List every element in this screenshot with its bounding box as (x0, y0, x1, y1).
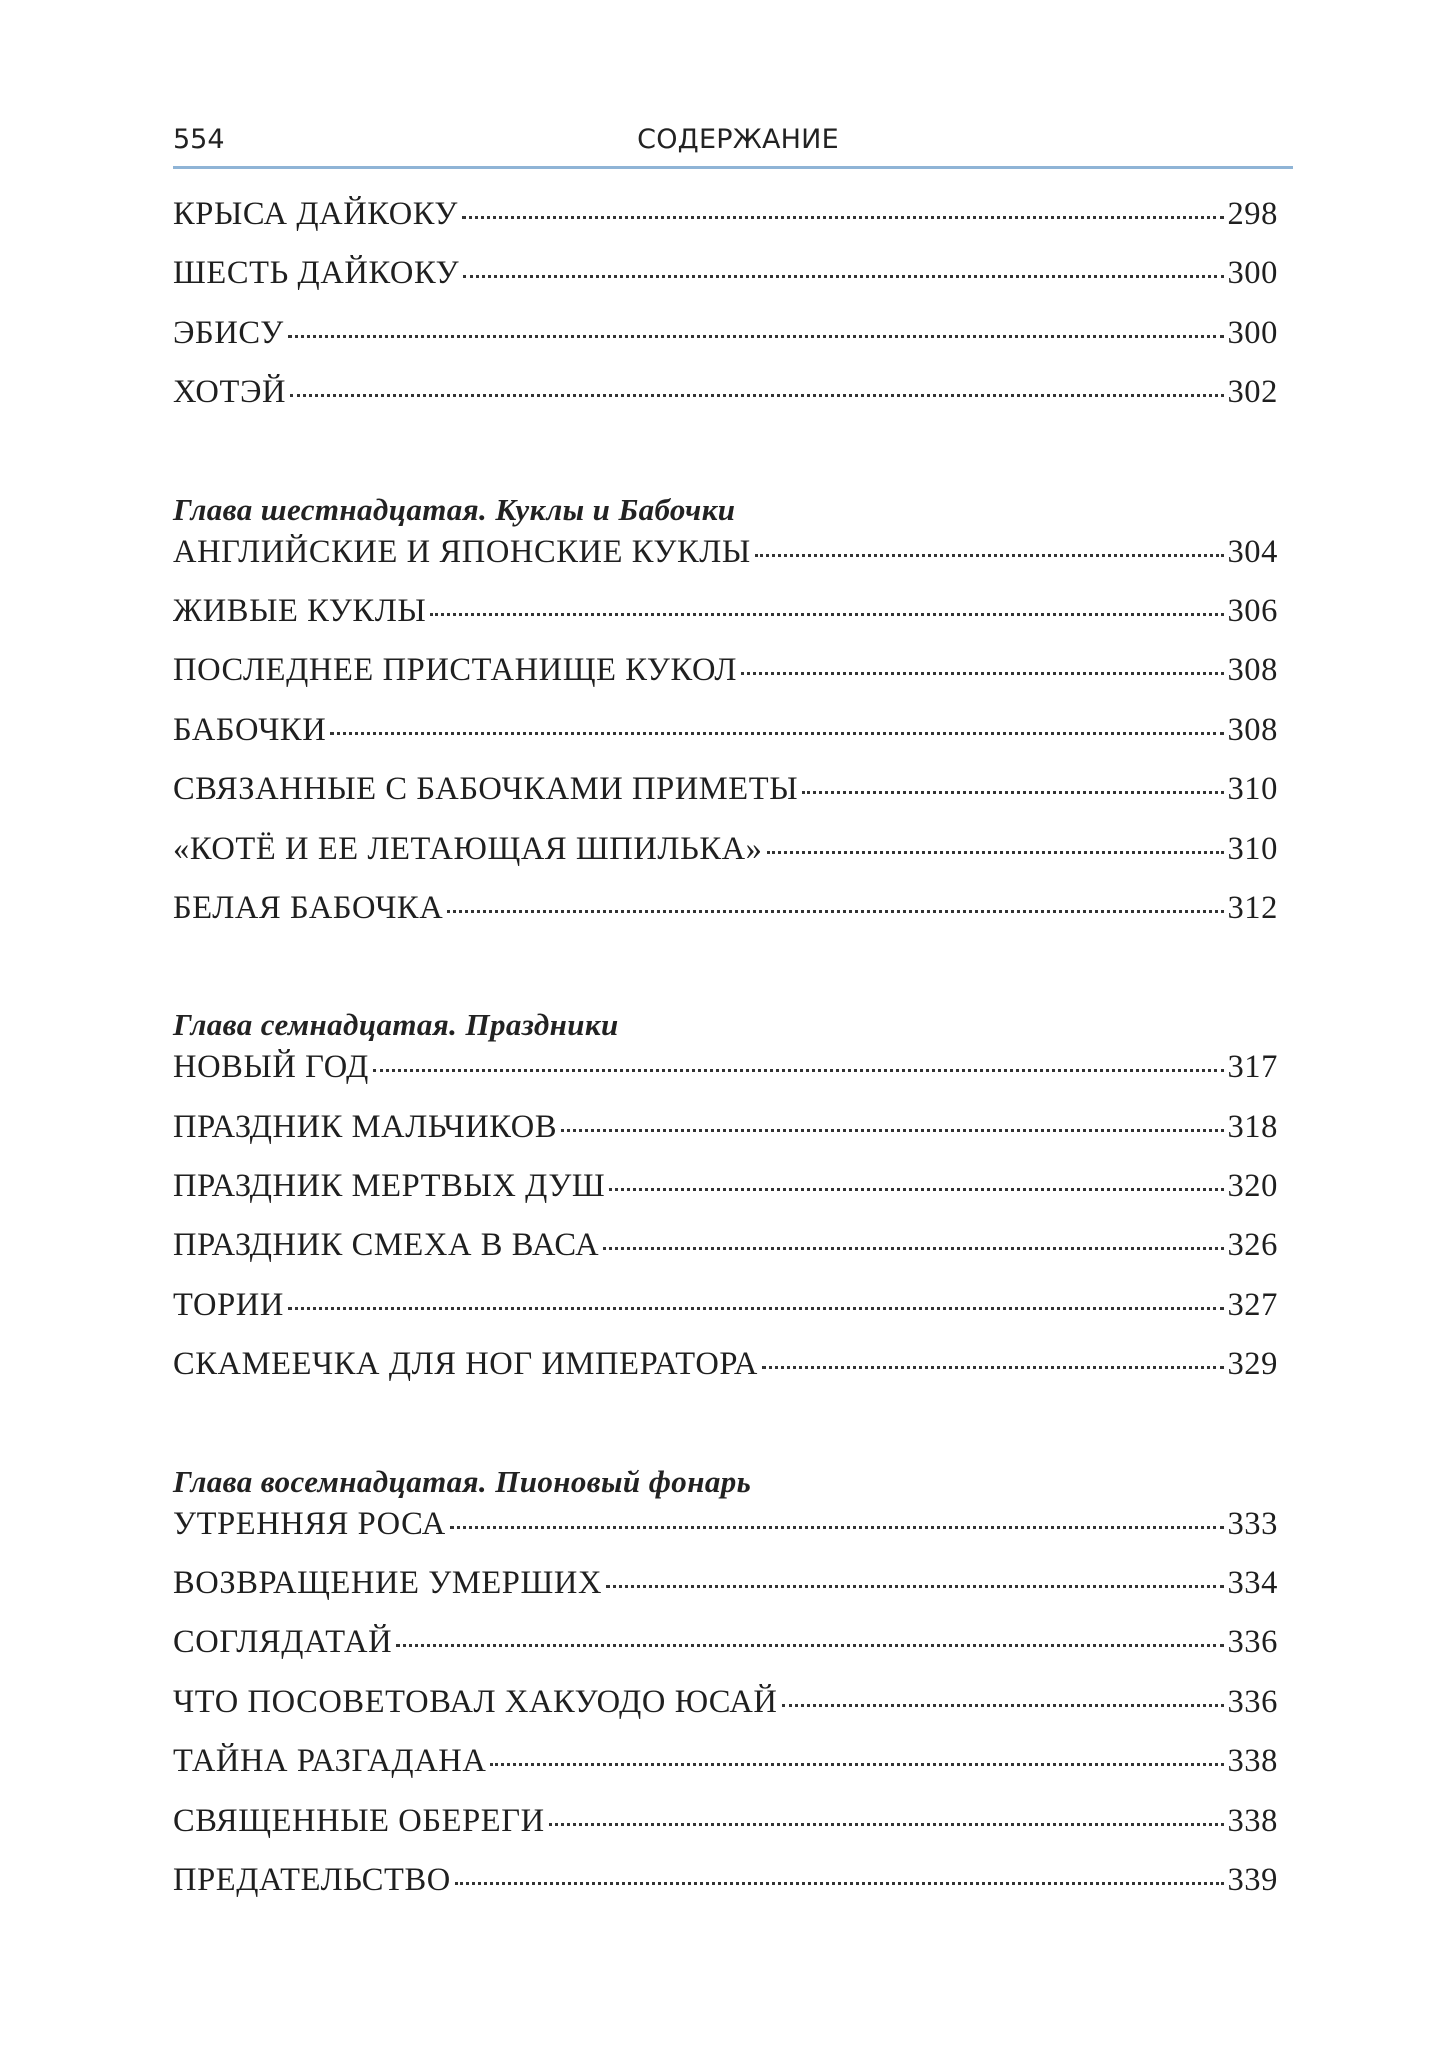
toc-entry[interactable] (173, 1109, 1278, 1168)
toc-entry-title: ЭБИСУ (173, 314, 284, 351)
dot-leader (755, 554, 1225, 557)
toc-entry[interactable] (173, 255, 1278, 314)
dot-leader (447, 910, 1224, 913)
toc-entry[interactable] (173, 1049, 1278, 1108)
toc-entry-title: НОВЫЙ ГОД (173, 1049, 369, 1086)
toc-entry[interactable] (173, 652, 1278, 711)
toc-entry-page: 304 (1227, 533, 1278, 570)
toc-entry-page: 336 (1227, 1683, 1278, 1720)
toc-entry[interactable] (173, 712, 1278, 771)
toc-entry-title: ПРЕДАТЕЛЬСТВО (173, 1861, 451, 1898)
dot-leader (290, 394, 1224, 397)
toc-entry-title: ВОЗВРАЩЕНИЕ УМЕРШИХ (173, 1565, 603, 1602)
toc-entry-page: 300 (1227, 314, 1278, 351)
toc-entry-page: 300 (1227, 255, 1278, 292)
toc-entry-page: 310 (1227, 771, 1278, 808)
chapter-heading: Глава семнадцатая. Праздники (173, 1007, 619, 1043)
dot-leader (762, 1366, 1224, 1369)
toc-entry[interactable] (173, 534, 1278, 593)
toc-entry-page: 298 (1227, 196, 1278, 232)
toc-entry-title: ПРАЗДНИК МЕРТВЫХ ДУШ (173, 1168, 606, 1205)
toc-entry-page: 339 (1227, 1861, 1278, 1898)
dot-leader (603, 1247, 1224, 1250)
toc-entry-title: СВЯЗАННЫЕ С БАБОЧКАМИ ПРИМЕТЫ (173, 771, 799, 808)
toc-entry-title: СКАМЕЕЧКА ДЛЯ НОГ ИМПЕРАТОРА (173, 1346, 758, 1383)
dot-leader (288, 1307, 1225, 1310)
dot-leader (549, 1823, 1225, 1826)
dot-leader (462, 216, 1224, 219)
dot-leader (802, 791, 1224, 794)
dot-leader (373, 1069, 1224, 1072)
toc-entry-title: ТАЙНА РАЗГАДАНА (173, 1743, 487, 1780)
toc-entry-page: 306 (1227, 592, 1278, 629)
toc-entry-page: 329 (1227, 1346, 1278, 1383)
chapter-heading: Глава шестнадцатая. Куклы и Бабочки (173, 491, 736, 527)
toc-entry[interactable] (173, 1565, 1278, 1624)
page-title: СОДЕРЖАНИЕ (637, 124, 839, 155)
toc-entry[interactable] (173, 1168, 1278, 1227)
toc-entry-page: 310 (1227, 830, 1278, 867)
toc-entry-page: 317 (1227, 1049, 1278, 1086)
toc-entry-title: ШЕСТЬ ДАЙКОКУ (173, 255, 460, 292)
toc-entry[interactable] (173, 593, 1278, 652)
page-header (173, 118, 1293, 164)
dot-leader (430, 613, 1224, 616)
page-number: 554 (173, 124, 225, 155)
dot-leader (463, 275, 1224, 278)
toc-entry-page: 318 (1227, 1108, 1278, 1145)
dot-leader (609, 1188, 1224, 1191)
chapter-heading: Глава восемнадцатая. Пионовый фонарь (173, 1463, 752, 1499)
toc-entry[interactable] (173, 1684, 1278, 1743)
toc-entry[interactable] (173, 1803, 1278, 1862)
dot-leader (455, 1882, 1225, 1885)
dot-leader (490, 1763, 1224, 1766)
toc-entry-page: 320 (1227, 1168, 1278, 1205)
toc-entry-page: 326 (1227, 1227, 1278, 1264)
toc-entry-title: ЖИВЫЕ КУКЛЫ (173, 592, 427, 629)
toc-entry-title: СОГЛЯДАТАЙ (173, 1624, 393, 1661)
dot-leader (561, 1129, 1224, 1132)
dot-leader (288, 335, 1225, 338)
toc-entry[interactable] (173, 1862, 1278, 1921)
toc-entry-title: ХОТЭЙ (173, 374, 287, 411)
toc-entry-page: 336 (1227, 1624, 1278, 1661)
toc-entry[interactable] (173, 890, 1278, 949)
toc-entry-title: УТРЕННЯЯ РОСА (173, 1505, 446, 1542)
dot-leader (741, 672, 1224, 675)
toc-entry-page: 308 (1227, 652, 1278, 689)
toc-entry-title: СВЯЩЕННЫЕ ОБЕРЕГИ (173, 1802, 545, 1839)
toc-entry-title: ПОСЛЕДНЕЕ ПРИСТАНИЩЕ КУКОЛ (173, 652, 738, 689)
table-of-contents (173, 196, 1278, 1921)
toc-entry-title: «КОТЁ И ЕЕ ЛЕТАЮЩАЯ ШПИЛЬКА» (173, 830, 763, 867)
toc-entry-title: ТОРИИ (173, 1286, 284, 1323)
toc-entry-title: БАБОЧКИ (173, 711, 327, 748)
dot-leader (782, 1704, 1225, 1707)
toc-entry-title: ЧТО ПОСОВЕТОВАЛ ХАКУОДО ЮСАЙ (173, 1683, 778, 1720)
toc-entry-page: 338 (1227, 1802, 1278, 1839)
toc-entry[interactable] (173, 196, 1278, 255)
toc-entry-page: 308 (1227, 711, 1278, 748)
header-rule (173, 166, 1293, 169)
dot-leader (450, 1526, 1225, 1529)
toc-entry[interactable] (173, 1624, 1278, 1683)
toc-entry[interactable] (173, 1287, 1278, 1346)
toc-entry[interactable] (173, 315, 1278, 374)
dot-leader (767, 851, 1225, 854)
toc-entry-page: 312 (1227, 889, 1278, 926)
toc-entry-page: 302 (1227, 374, 1278, 411)
toc-entry[interactable] (173, 1227, 1278, 1286)
toc-entry[interactable] (173, 1743, 1278, 1802)
dot-leader (396, 1644, 1224, 1647)
toc-entry-page: 334 (1227, 1565, 1278, 1602)
toc-entry[interactable] (173, 771, 1278, 830)
dot-leader (330, 732, 1224, 735)
toc-entry-page: 327 (1227, 1286, 1278, 1323)
toc-entry-title: КРЫСА ДАЙКОКУ (173, 196, 459, 232)
toc-entry-page: 338 (1227, 1743, 1278, 1780)
toc-entry-title: ПРАЗДНИК МАЛЬЧИКОВ (173, 1108, 558, 1145)
toc-entry-title: АНГЛИЙСКИЕ И ЯПОНСКИЕ КУКЛЫ (173, 533, 751, 570)
toc-entry[interactable] (173, 831, 1278, 890)
toc-entry-title: БЕЛАЯ БАБОЧКА (173, 889, 444, 926)
toc-entry-title: ПРАЗДНИК СМЕХА В ВАСА (173, 1227, 600, 1264)
dot-leader (606, 1585, 1224, 1588)
toc-entry-page: 333 (1227, 1505, 1278, 1542)
toc-entry[interactable] (173, 374, 1278, 433)
toc-entry[interactable] (173, 1346, 1278, 1405)
toc-entry[interactable] (173, 1506, 1278, 1565)
